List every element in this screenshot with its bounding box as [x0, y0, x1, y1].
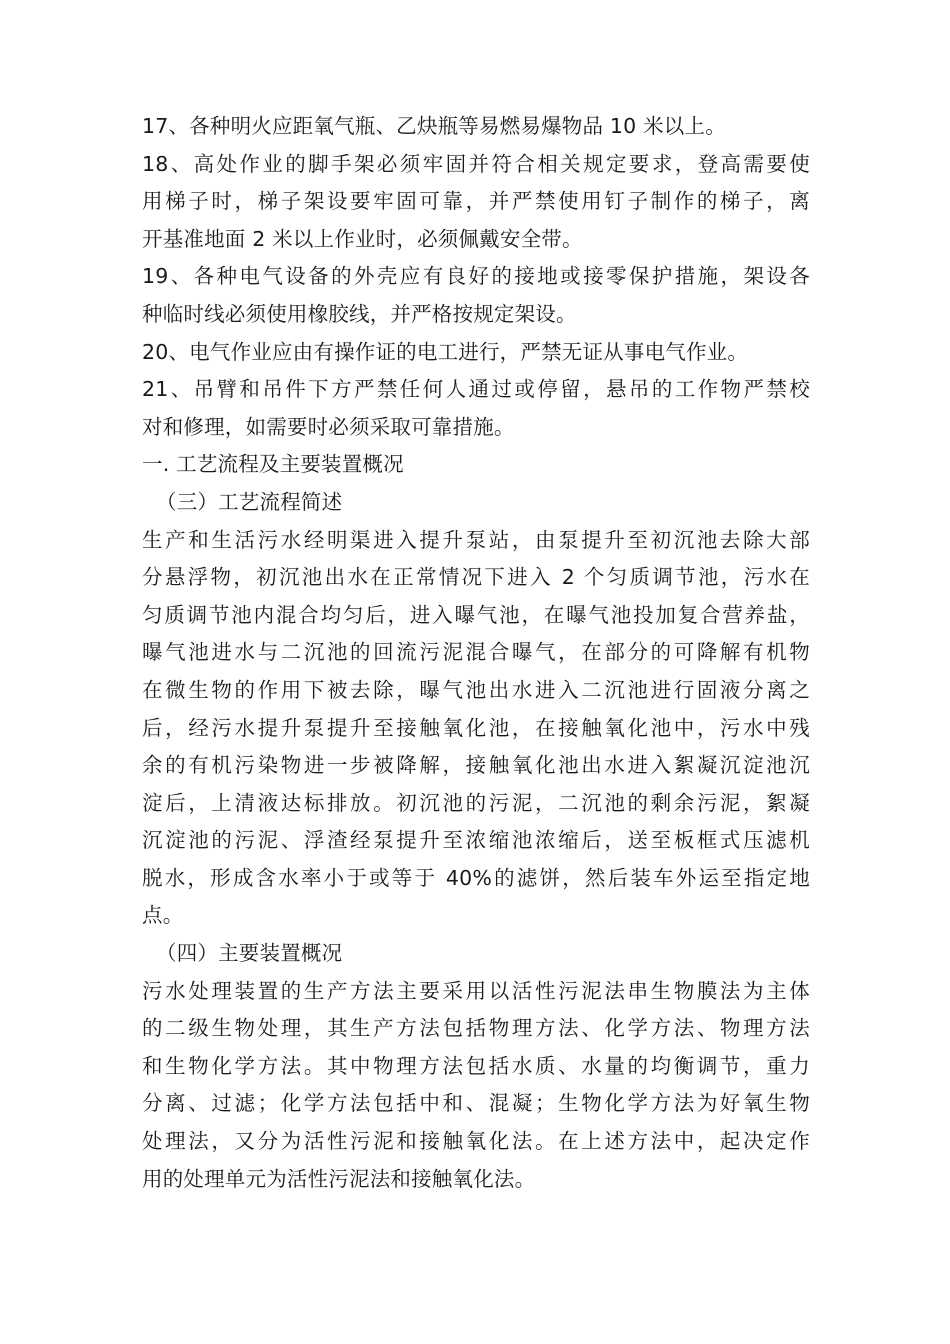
text-line: 用梯子时，梯子架设要牢固可靠，并严禁使用钉子制作的梯子，离 — [142, 189, 810, 214]
text-line: 在微生物的作用下被去除，曝气池出水进入二沉池进行固液分离之 — [142, 677, 810, 702]
text-line: 匀质调节池内混合均匀后，进入曝气池，在曝气池投加复合营养盐， — [142, 602, 810, 627]
text-line: 余的有机污染物进一步被降解，接触氧化池出水进入絮凝沉淀池沉 — [142, 753, 810, 778]
text-line: 分离、过滤；化学方法包括中和、混凝；生物化学方法为好氧生物 — [142, 1091, 810, 1116]
text-line: 后，经污水提升泵提升至接触氧化池，在接触氧化池中，污水中残 — [142, 715, 810, 740]
text-line: 17、各种明火应距氧气瓶、乙炔瓶等易燃易爆物品 10 米以上。 — [142, 114, 726, 138]
document-body — [142, 108, 810, 1198]
text-line: 脱水，形成含水率小于或等于 40%的滤饼，然后装车外运至指定地 — [142, 865, 810, 890]
text-line: 20、电气作业应由有操作证的电工进行，严禁无证从事电气作业。 — [142, 339, 749, 364]
subsection-heading: （四）主要装置概况 — [156, 941, 343, 966]
text-line: 沉淀池的污泥、浮渣经泵提升至浓缩池浓缩后，送至板框式压滤机 — [142, 828, 810, 853]
text-line: 的二级生物处理，其生产方法包括物理方法、化学方法、物理方法 — [142, 1016, 810, 1041]
text-line: 和生物化学方法。其中物理方法包括水质、水量的均衡调节，重力 — [142, 1053, 810, 1078]
text-line: 处理法，又分为活性污泥和接触氧化法。在上述方法中，起决定作 — [142, 1129, 810, 1154]
subsection-heading: （三）工艺流程简述 — [156, 489, 343, 514]
text-line: 生产和生活污水经明渠进入提升泵站，由泵提升至初沉池去除大部 — [142, 527, 810, 552]
text-line: 开基准地面 2 米以上作业时，必须佩戴安全带。 — [142, 226, 583, 251]
text-line: 19、各种电气设备的外壳应有良好的接地或接零保护措施，架设各 — [142, 264, 810, 289]
text-line: 种临时线必须使用橡胶线，并严格按规定架设。 — [142, 301, 577, 326]
section-heading: 一. 工艺流程及主要装置概况 — [142, 452, 404, 477]
text-line: 18、高处作业的脚手架必须牢固并符合相关规定要求，登高需要使 — [142, 151, 810, 176]
text-line: 21、吊臂和吊件下方严禁任何人通过或停留，悬吊的工作物严禁校 — [142, 377, 810, 402]
text-line: 污水处理装置的生产方法主要采用以活性污泥法串生物膜法为主体 — [142, 978, 810, 1003]
text-line: 点。 — [142, 903, 184, 928]
text-line: 对和修理，如需要时必须采取可靠措施。 — [142, 414, 515, 439]
text-line: 分悬浮物，初沉池出水在正常情况下进入 2 个匀质调节池，污水在 — [142, 565, 810, 590]
text-line: 曝气池进水与二沉池的回流污泥混合曝气，在部分的可降解有机物 — [142, 640, 810, 665]
text-line: 淀后，上清液达标排放。初沉池的污泥，二沉池的剩余污泥，絮凝 — [142, 790, 810, 815]
text-line: 用的处理单元为活性污泥法和接触氧化法。 — [142, 1166, 536, 1191]
